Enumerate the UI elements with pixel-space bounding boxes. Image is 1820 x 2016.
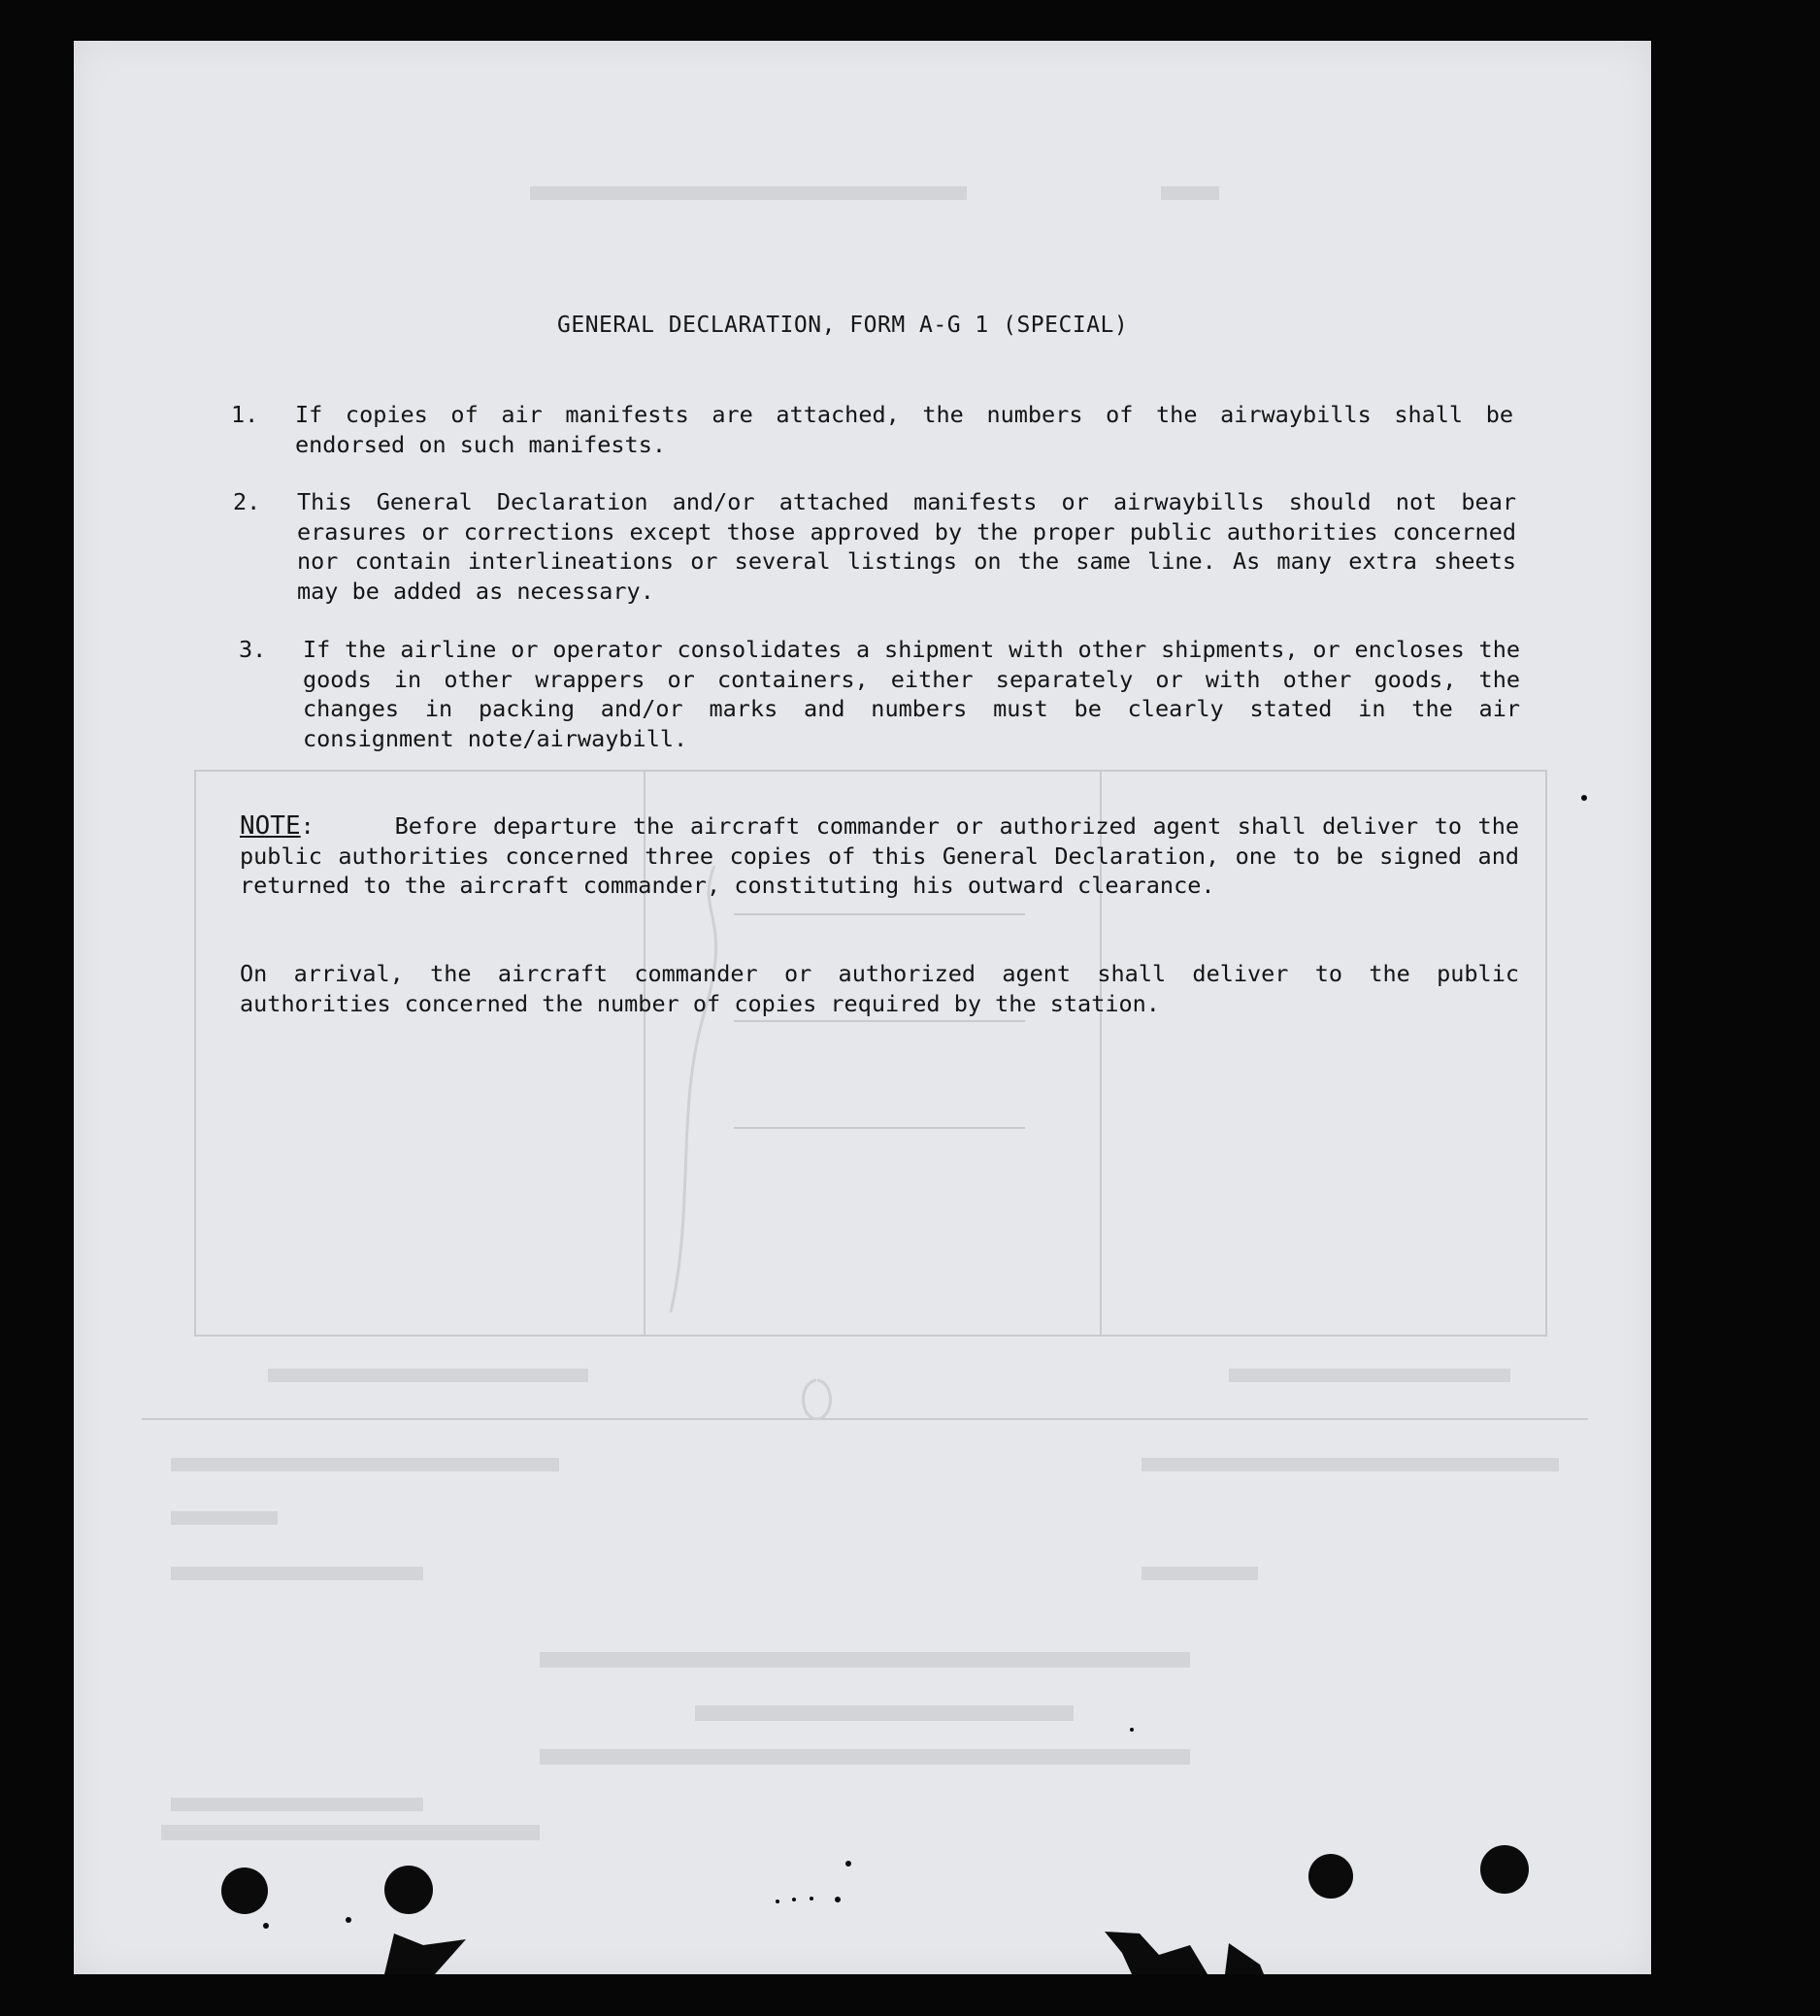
list-item-text: If copies of air manifests are attached, the numbers of the airwaybills shall be endorsed on such manifests. [295,401,1513,458]
note-separator: : [300,812,314,840]
list-item-text: If the airline or operator consolidates a shipment with other shipments, or encloses the goods in other wrappers or containers, either separately or with other goods, the changes in packing and/or marks and numbers must be clearly stated in the air consignment note/airwaybill. [303,636,1520,752]
arrival-paragraph: On arrival, the aircraft commander or authorized agent shall deliver to the public authorities concerned the number of copies required by the station. [240,960,1519,1017]
note-text: Before departure the aircraft commander or authorized agent shall deliver to the public authorities concerned three copies of this General Declaration, one to be signed and returned to the aircraft commander, constituting his outward clearance. [240,812,1519,899]
note-label: NOTE [240,811,301,841]
note-paragraph [240,811,1519,901]
page-title: GENERAL DECLARATION, FORM A-G 1 (SPECIAL) [557,313,1129,338]
list-item-number: 3. [239,636,267,663]
list-item-number: 2. [233,488,261,515]
document-page [74,41,1651,1974]
list-item-number: 1. [231,401,259,428]
list-item-text: This General Declaration and/or attached manifests or airwaybills should not bear erasures or corrections except those approved by the proper public authorities concerned nor contain interlineations or several listings on the same line. As many extra sheets may be added as necessary. [297,488,1516,605]
